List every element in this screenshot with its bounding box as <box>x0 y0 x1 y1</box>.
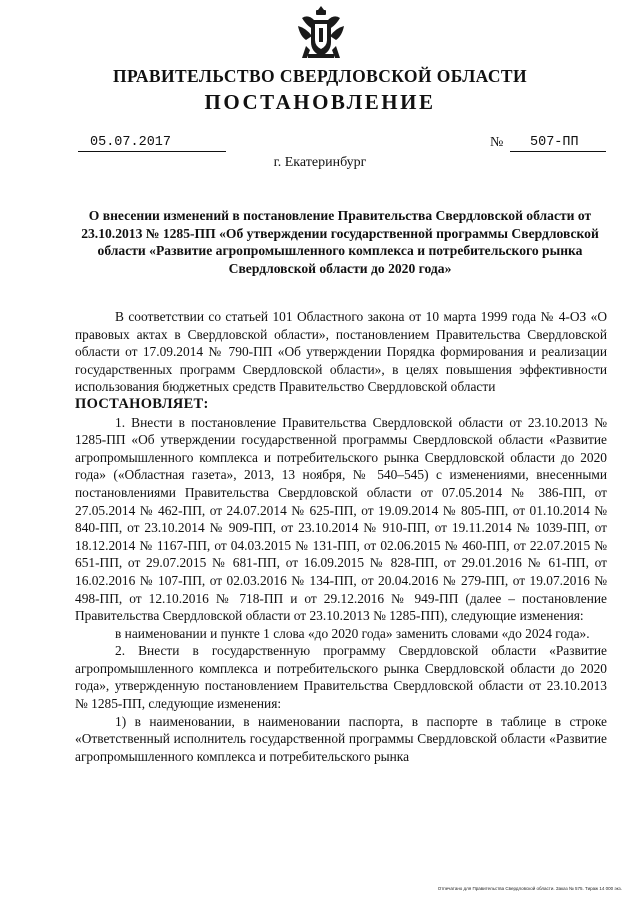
number-label: № <box>490 135 504 150</box>
paragraph-2-1: 1) в наименовании, в наименовании паспорта, в паспорте в таблице в строке «Ответственный исполнитель государственной программы Свердловской области «Развитие агропромышленного комплекса и потребительского рынка <box>75 713 607 764</box>
document-city: г. Екатеринбург <box>273 155 367 170</box>
paragraph-1: 1. Внести в постановление Правительства Свердловской области от 23.10.2013 № 1285-ПП «Об утверждении государственной программы Свердловской области «Развитие агропромышленного комплекса и потребительского рынка Свердловской области до 2020 года» («Областная газета», 2013, 13 ноября, № 540–545) с изменениями, внесенными постановлениями Правительства Свердловской области от 07.05.2014 № 386-ПП, от 27.05.2014 № 462-ПП, от 24.07.2014 № 625-ПП, от 19.09.2014 № 805-ПП, от 01.10.2014 № 840-ПП, от 23.10.2014 № 909-ПП, от 23.10.2014 № 910-ПП, от 19.11.2014 № 1039-ПП, от 18.12.2014 № 1167-ПП, от 04.03.2015 № 131-ПП, от 02.06.2015 № 460-ПП, от 22.07.2015 № 651-ПП, от 29.07.2015 № 681-ПП, от 16.09.2015 № 828-ПП, от 29.01.2016 № 61-ПП, от 16.02.2016 № 107-ПП, от 02.03.2016 № 134-ПП, от 20.04.2016 № 279-ПП, от 19.07.2016 № 498-ПП, от 12.10.2016 № 718-ПП и от 29.12.2016 № 949-ПП (далее – постановление Правительства Свердловской области от 23.10.2013 № 1285-ПП), следующие изменения: <box>75 414 607 624</box>
footer-print-note: Отпечатано для Правительства Свердловской области. Заказ № 575. Тираж 14 000 экз. <box>437 886 622 891</box>
resolve-heading: ПОСТАНОВЛЯЕТ: <box>75 395 209 412</box>
coat-of-arms-icon <box>294 4 348 64</box>
government-title: ПРАВИТЕЛЬСТВО СВЕРДЛОВСКОЙ ОБЛАСТИ <box>113 66 527 86</box>
document-type: ПОСТАНОВЛЕНИЕ <box>204 90 436 114</box>
document-heading: О внесении изменений в постановление Правительства Свердловской области от 23.10.2013 № 1285-ПП «Об утверждении государственной программы Свердловской области «Развитие агропромышленного комплекса и потребительского рынка Свердловской области до 2020 года» <box>81 208 599 276</box>
document-date: 05.07.2017 <box>78 134 226 152</box>
document-number: 507-ПП <box>510 134 606 152</box>
paragraph-2: 2. Внести в государственную программу Свердловской области «Развитие агропромышленного комплекса и потребительского рынка Свердловской области до 2020 года», утвержденную постановлением Правительства Свердловской области от 23.10.2013 № 1285-ПП, следующие изменения: <box>75 643 607 712</box>
paragraph-1a: в наименовании и пункте 1 слова «до 2020 года» заменить словами «до 2024 года». <box>115 625 590 641</box>
document-body <box>75 308 607 765</box>
paragraph-intro: В соответствии со статьей 101 Областного закона от 10 марта 1999 года № 4-ОЗ «О правовых актах в Свердловской области», постановлением Правительства Свердловской области от 17.09.2014 № 790-ПП «Об утверждении Порядка формирования и реализации государственных программ Свердловской области», в целях повышения эффективности использования бюджетных средств Правительство Свердловской области <box>75 309 607 395</box>
